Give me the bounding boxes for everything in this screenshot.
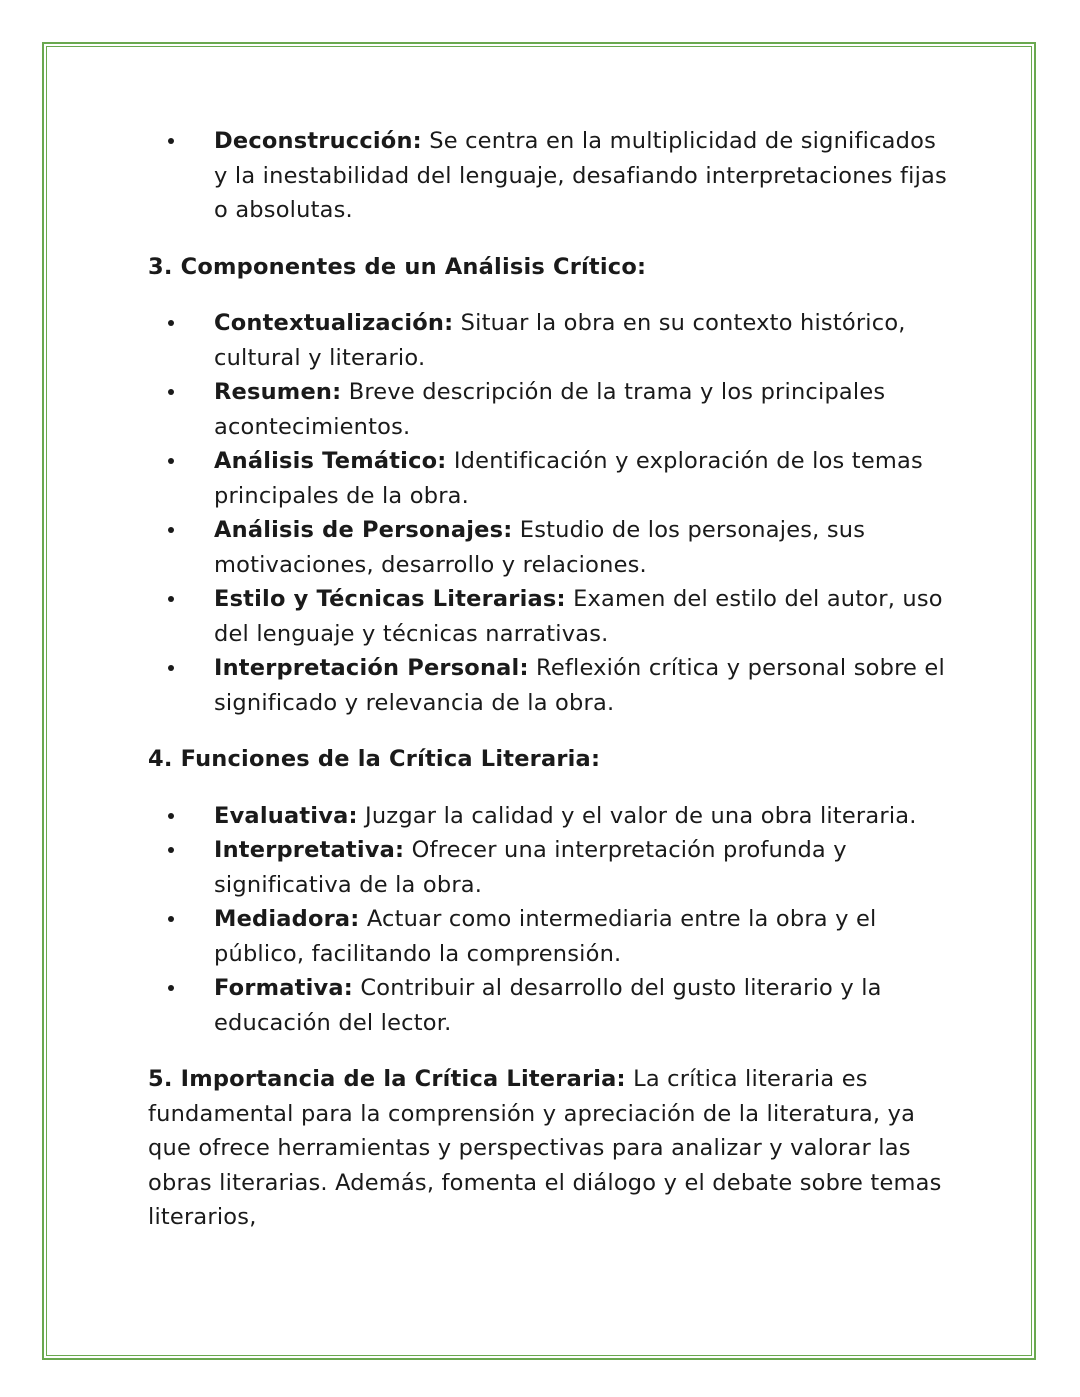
item-text: Juzgar la calidad y el valor de una obra literaria. — [365, 802, 917, 829]
section-4-list — [148, 799, 948, 1041]
bullet-icon — [168, 389, 174, 395]
item-term: Interpretativa: — [214, 837, 405, 863]
item-text: Se centra en la multiplicidad de significados y la inestabilidad del lenguaje, desafiando interpretaciones fijas o absolutas. — [214, 128, 947, 223]
list-item — [148, 833, 948, 902]
item-text: Situar la obra en su contexto histórico, cultural y literario. — [214, 310, 906, 371]
section-5-heading: 5. Importancia de la Crítica Literaria: — [148, 1066, 626, 1092]
list-item — [148, 902, 948, 971]
item-text: Examen del estilo del autor, uso del lenguaje y técnicas narrativas. — [214, 586, 943, 647]
section-5-text: La crítica literaria es fundamental para la comprensión y apreciación de la literatura, ya que ofrece herramientas y perspectivas para analizar y valorar las obras literarias. Además, fomenta el diálogo y el debate sobre temas literarios, — [148, 1066, 942, 1230]
list-item — [148, 306, 948, 375]
bullet-icon — [168, 320, 174, 326]
item-text: Breve descripción de la trama y los principales acontecimientos. — [214, 379, 886, 440]
item-term: Mediadora: — [214, 906, 360, 932]
item-term: Evaluativa: — [214, 802, 358, 829]
list-item — [148, 513, 948, 582]
bullet-icon — [168, 813, 174, 819]
bullet-icon — [168, 458, 174, 464]
item-text: Actuar como intermediaria entre la obra y el público, facilitando la comprensión. — [214, 906, 877, 967]
item-term: Deconstrucción: — [214, 128, 422, 154]
item-text: Ofrecer una interpretación profunda y significativa de la obra. — [214, 837, 847, 898]
item-term: Estilo y Técnicas Literarias: — [214, 586, 566, 612]
list-item — [148, 444, 948, 513]
item-term: Análisis Temático: — [214, 448, 447, 474]
bullet-icon — [168, 527, 174, 533]
bullet-icon — [168, 665, 174, 671]
document-content — [148, 124, 948, 1235]
item-text: Contribuir al desarrollo del gusto literario y la educación del lector. — [214, 975, 882, 1036]
item-text: Reflexión crítica y personal sobre el significado y relevancia de la obra. — [214, 655, 945, 716]
bullet-icon — [168, 916, 174, 922]
item-text: Identificación y exploración de los temas principales de la obra. — [214, 448, 923, 509]
item-text: Estudio de los personajes, sus motivaciones, desarrollo y relaciones. — [214, 517, 866, 578]
top-list — [148, 124, 948, 228]
bullet-icon — [168, 596, 174, 602]
section-3-list — [148, 306, 948, 720]
bullet-icon — [168, 138, 174, 144]
item-term: Formativa: — [214, 975, 353, 1001]
bullet-icon — [168, 985, 174, 991]
section-3-heading: 3. Componentes de un Análisis Crítico: — [148, 253, 647, 280]
list-item — [148, 799, 948, 834]
list-item — [148, 375, 948, 444]
section-5-paragraph — [148, 1062, 948, 1235]
item-term: Resumen: — [214, 379, 342, 405]
bullet-icon — [168, 847, 174, 853]
list-item — [148, 124, 948, 228]
item-term: Contextualización: — [214, 310, 454, 336]
list-item — [148, 971, 948, 1040]
item-term: Interpretación Personal: — [214, 655, 529, 681]
section-4-heading: 4. Funciones de la Crítica Literaria: — [148, 746, 601, 772]
list-item — [148, 582, 948, 651]
list-item — [148, 651, 948, 720]
item-term: Análisis de Personajes: — [214, 517, 513, 543]
